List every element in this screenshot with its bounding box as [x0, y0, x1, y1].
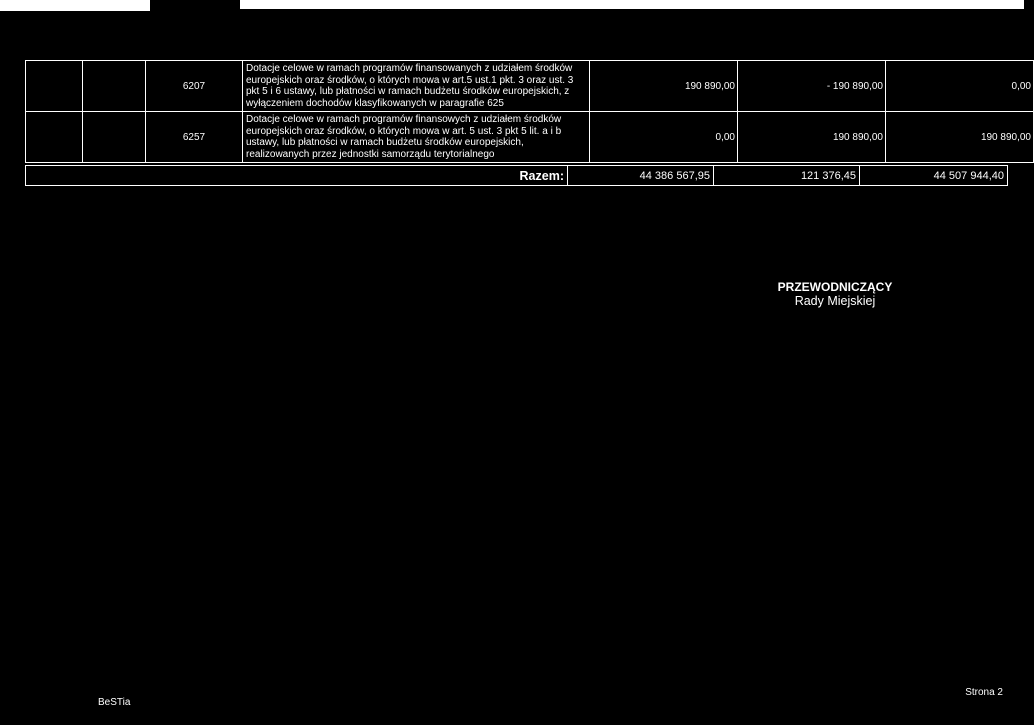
chapter-cell [83, 112, 146, 163]
change-value: 190 890,00 [738, 112, 886, 163]
signature-block [760, 280, 910, 308]
budget-table [25, 60, 1034, 163]
chapter-cell [83, 61, 146, 112]
total-after-change: 44 507 944,40 [860, 166, 1008, 186]
paragraph-code: 6207 [146, 61, 243, 112]
section-cell [26, 61, 83, 112]
total-row [25, 165, 1008, 186]
signature-subtitle: Rady Miejskiej [794, 294, 876, 308]
paragraph-description: Dotacje celowe w ramach programów finansowych z udziałem środków europejskich oraz środków, o których mowa w art. 5 ust. 3 pkt 5 lit. a i b ustawy, lub płatności w ramach budżetu środków europejskich, realizowanych przez jednostki samorządu terytorialnego [243, 112, 590, 163]
paragraph-description: Dotacje celowe w ramach programów finansowanych z udziałem środków europejskich oraz środków, o których mowa w art.5 ust.1 pkt. 3 oraz ust. 3 pkt 5 i 6 ustawy, lub płatności w ramach budżetu środków europejskich, z wyłączeniem dochodów klasyfikowanych w paragrafie 625 [243, 61, 590, 112]
footer-software-name: BeSTia [98, 697, 131, 708]
change-value: - 190 890,00 [738, 61, 886, 112]
after-change-value: 0,00 [886, 61, 1034, 112]
scan-edge-left [0, 0, 150, 11]
total-plan: 44 386 567,95 [568, 166, 714, 186]
page-number: Strona 2 [965, 687, 1003, 698]
after-change-value: 190 890,00 [886, 112, 1034, 163]
signature-title: PRZEWODNICZĄCY [777, 280, 893, 294]
scan-edge-right [240, 0, 1024, 9]
total-label: Razem: [26, 166, 568, 186]
section-cell [26, 112, 83, 163]
table-row [26, 61, 1034, 112]
plan-value: 190 890,00 [590, 61, 738, 112]
paragraph-code: 6257 [146, 112, 243, 163]
plan-value: 0,00 [590, 112, 738, 163]
table-row [26, 112, 1034, 163]
total-change: 121 376,45 [714, 166, 860, 186]
